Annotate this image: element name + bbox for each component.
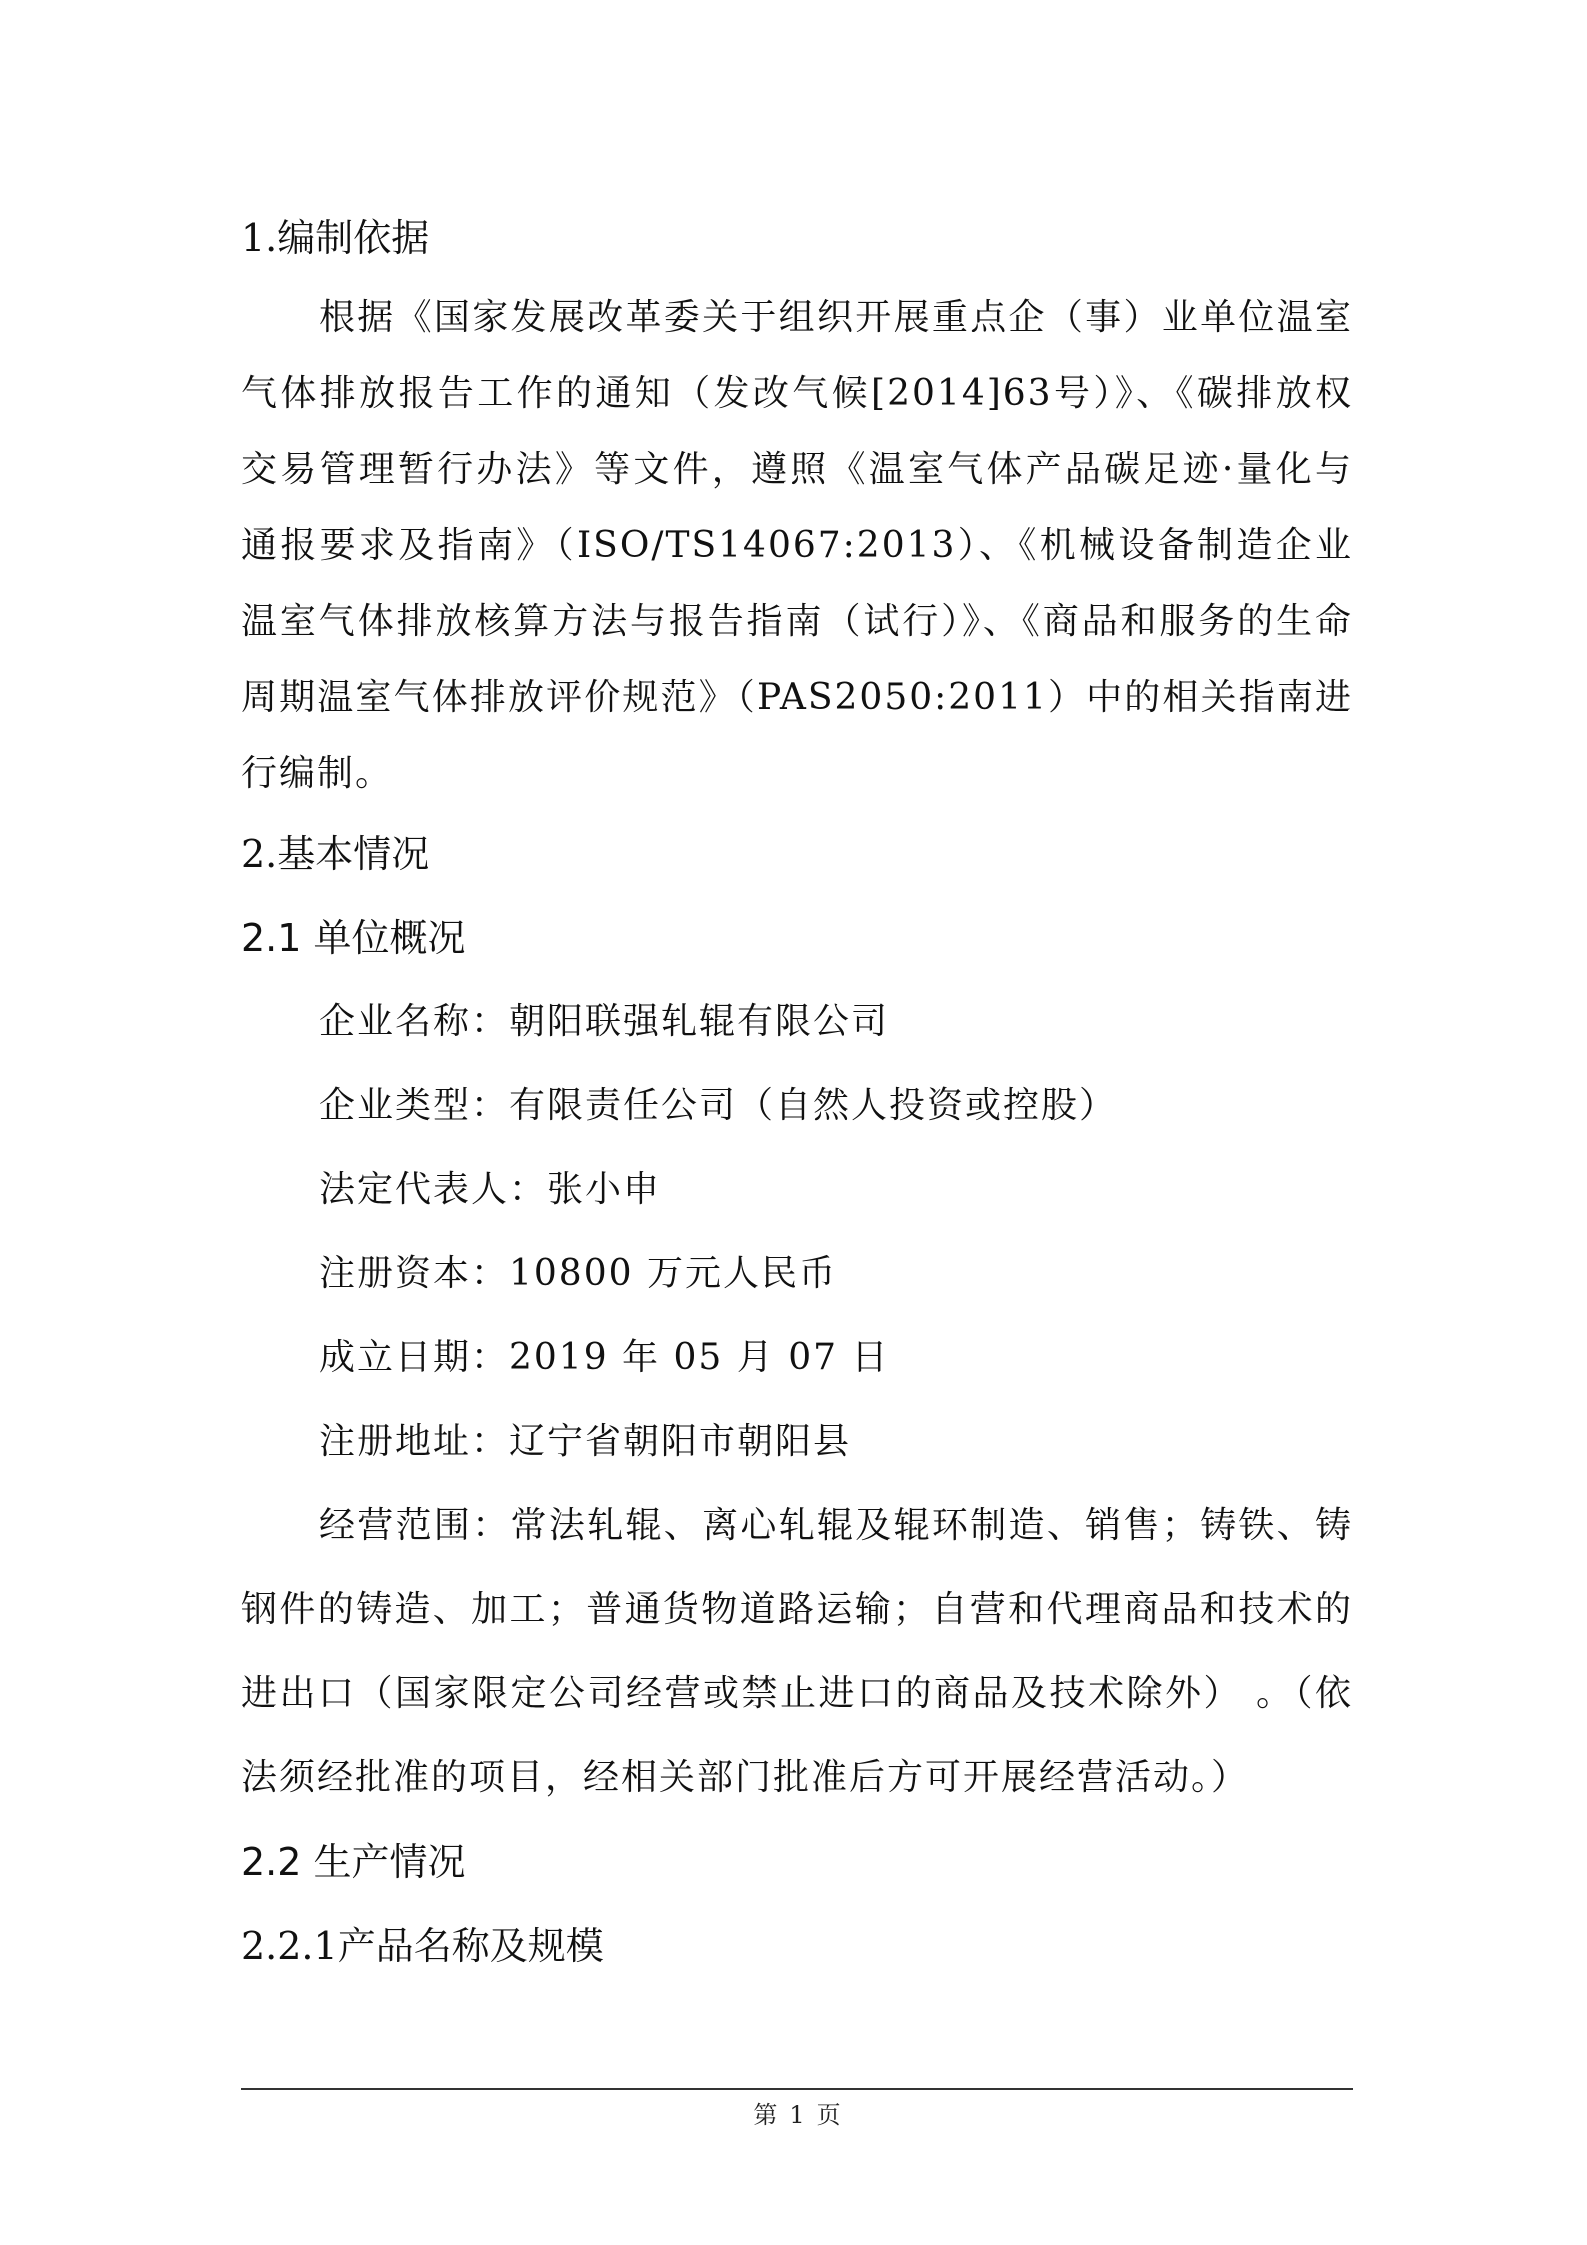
section-2-2-title: 2.2 生产情况: [241, 1840, 466, 1884]
section-1-title: 1.编制依据: [241, 216, 430, 260]
registered-capital: 注册资本：10800 万元人民币: [319, 1253, 837, 1294]
company-type: 企业类型：有限责任公司（自然人投资或控股）: [319, 1085, 1118, 1126]
company-name: 企业名称：朝阳联强轧辊有限公司: [319, 1001, 890, 1042]
footer-divider: [241, 2088, 1353, 2090]
registered-address: 注册地址：辽宁省朝阳市朝阳县: [319, 1421, 852, 1462]
section-1-body: 根据《国家发展改革委关于组织开展重点企（事）业单位温室气体排放报告工作的通知（发改气候[2014]63号）》、《碳排放权交易管理暂行办法》等文件，遵照《温室气体产品碳足迹·量化与通报要求及指南》（ISO/TS14067:2013）、《机械设备制造企业温室气体排放核算方法与报告指南（试行）》、《商品和服务的生命周期温室气体排放评价规范》（PAS2050:2011）中的相关指南进行编制。: [241, 297, 1353, 794]
business-scope: 经营范围：常法轧辊、离心轧辊及辊环制造、销售；铸铁、铸钢件的铸造、加工；普通货物道路运输；自营和代理商品和技术的进出口（国家限定公司经营或禁止进口的商品及技术除外） 。（依法须经批准的项目，经相关部门批准后方可开展经营活动。）: [241, 1505, 1353, 1798]
page-content: [241, 196, 1353, 1988]
footer-prefix: 第: [753, 2101, 778, 2129]
section-2-title: 2.基本情况: [241, 832, 430, 876]
page-number: 1: [789, 2101, 805, 2129]
page-footer: [241, 2098, 1353, 2132]
footer-suffix: 页: [816, 2101, 841, 2129]
founding-date: 成立日期：2019 年 05 月 07 日: [319, 1337, 890, 1378]
legal-representative: 法定代表人：张小申: [319, 1169, 662, 1210]
section-2-1-title: 2.1 单位概况: [241, 916, 466, 960]
section-2-2-1-title: 2.2.1产品名称及规模: [241, 1924, 604, 1968]
